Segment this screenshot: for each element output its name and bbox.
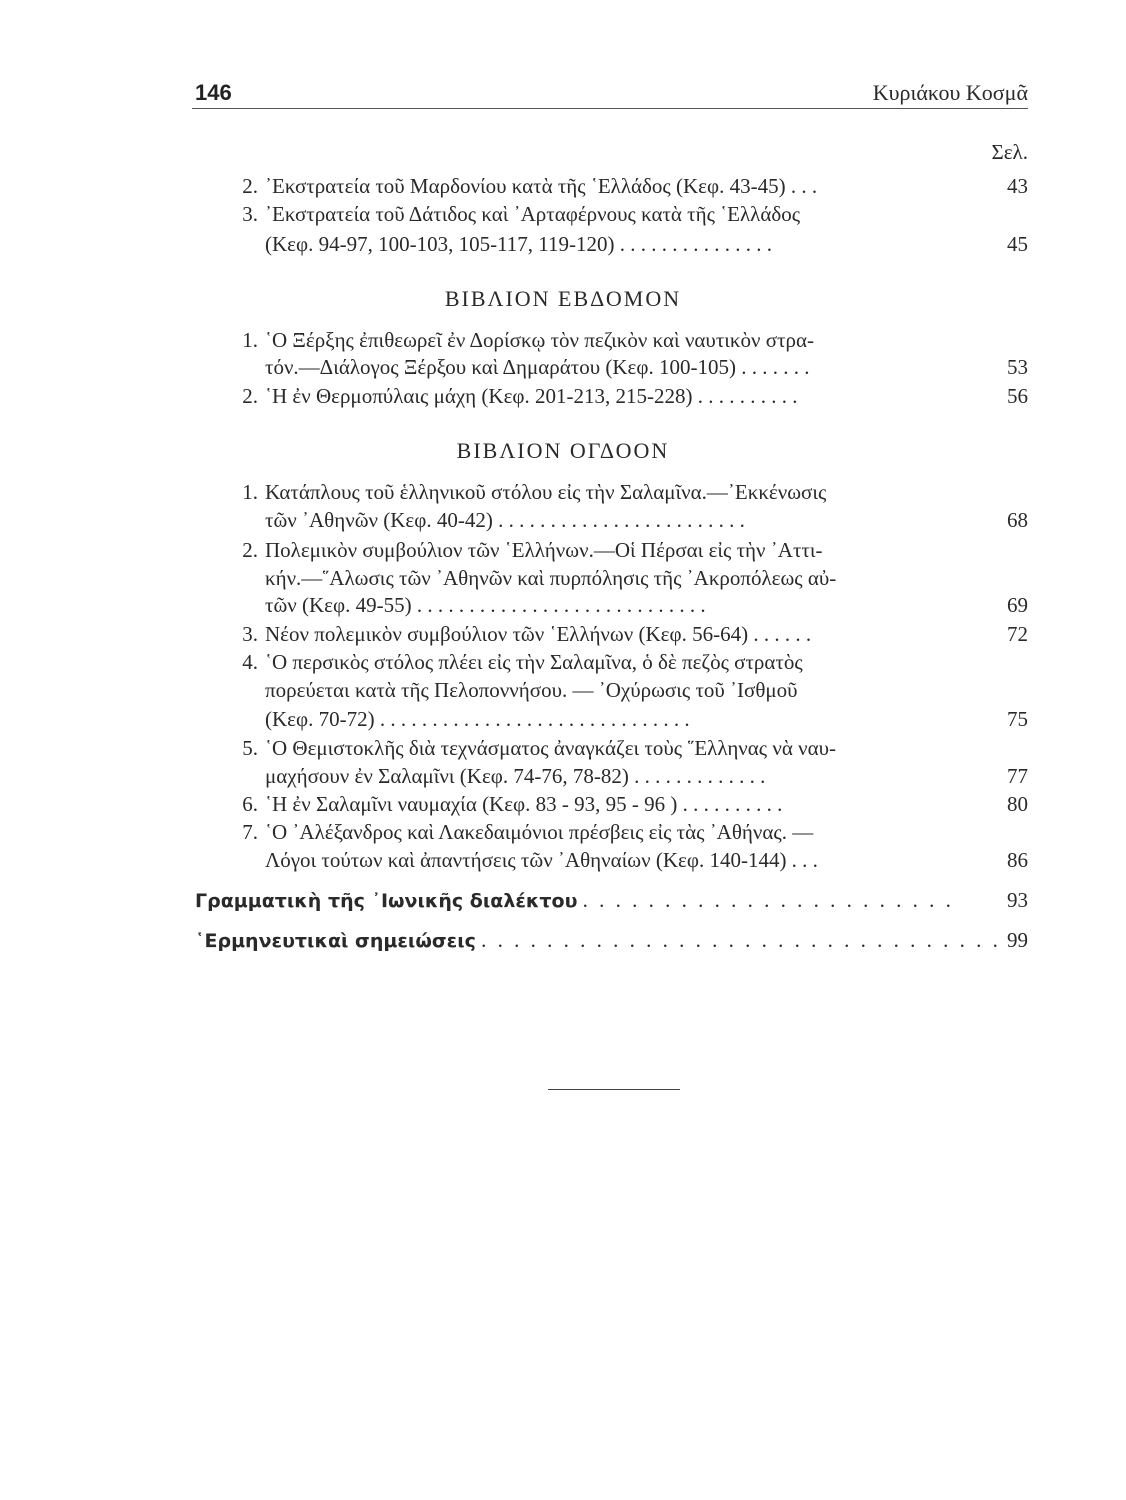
toc-entry-line: Λόγοι τούτων καὶ ἀπαντήσεις τῶν ᾿Αθηναίων (Κεφ. 140-144) . . . bbox=[265, 848, 818, 872]
toc-entry-line: Κατάπλους τοῦ ἑλληνικοῦ στόλου εἰς τὴν Σαλαμῖνα.—᾿Εκκένωσις bbox=[265, 480, 827, 504]
toc-entry-number: 1. bbox=[242, 480, 258, 504]
toc-entry-page: 45 bbox=[1007, 232, 1028, 256]
toc-entry-line: (Κεφ. 94-97, 100-103, 105-117, 119-120) . . . . . . . . . . . . . . . bbox=[265, 232, 773, 256]
toc-entry-line: ᾿Εκστρατεία τοῦ Μαρδονίου κατὰ τῆς ῾Ελλάδος (Κεφ. 43-45) . . . bbox=[265, 174, 818, 198]
appendix-page: 93 bbox=[1007, 888, 1028, 912]
toc-entry-number: 7. bbox=[242, 820, 258, 844]
toc-entry-number: 2. bbox=[242, 174, 258, 198]
toc-entry-line: ῾Ο Ξέρξης ἐπιθεωρεῖ ἐν Δορίσκῳ τὸν πεζικὸν καὶ ναυτικὸν στρα- bbox=[265, 328, 814, 352]
toc-entry-line: ῾Η ἐν Σαλαμῖνι ναυμαχία (Κεφ. 83 - 93, 95 - 96 ) . . . . . . . . . . bbox=[265, 792, 783, 816]
toc-entry-line: τῶν ᾿Αθηνῶν (Κεφ. 40-42) . . . . . . . . . . . . . . . . . . . . . . . . bbox=[265, 508, 745, 532]
toc-entry-line: ᾿Εκστρατεία τοῦ Δάτιδος καὶ ᾿Αρταφέρνους κατὰ τῆς ῾Ελλάδος bbox=[265, 202, 801, 226]
toc-entry-line: μαχήσουν ἐν Σαλαμῖνι (Κεφ. 74-76, 78-82) . . . . . . . . . . . . . bbox=[265, 764, 766, 788]
toc-entry-page: 86 bbox=[1007, 848, 1028, 872]
end-rule bbox=[548, 1089, 680, 1090]
section-heading-book8: ΒΙΒΛΙΟΝ ΟΓΔΟΟΝ bbox=[456, 438, 670, 463]
toc-entry-number: 4. bbox=[242, 650, 258, 674]
running-head-author: Κυριάκου Κοσμᾶ bbox=[872, 80, 1028, 105]
appendix-entry bbox=[195, 886, 954, 915]
toc-entry-line: Πολεμικὸν συμβούλιον τῶν ῾Ελλήνων.—Οἱ Πέρσαι εἰς τὴν ᾿Αττι- bbox=[265, 538, 823, 562]
leader-dots: . . . . . . . . . . . . . . . . . . . . . . . . . . . . . . . . bbox=[481, 928, 1001, 952]
toc-entry-line: ῾Ο περσικὸς στόλος πλέει εἰς τὴν Σαλαμῖνα, ὁ δὲ πεζὸς στρατὸς bbox=[265, 650, 803, 674]
toc-entry-page: 77 bbox=[1007, 764, 1028, 788]
toc-entry-page: 72 bbox=[1007, 622, 1028, 646]
toc-entry-page: 80 bbox=[1007, 792, 1028, 816]
toc-entry-line: ῾Ο Θεμιστοκλῆς διὰ τεχνάσματος ἀναγκάζει τοὺς ῞Ελληνας νὰ ναυ- bbox=[265, 736, 837, 760]
toc-entry-page: 43 bbox=[1007, 174, 1028, 198]
toc-entry-line: (Κεφ. 70-72) . . . . . . . . . . . . . . . . . . . . . . . . . . . . . . bbox=[265, 707, 690, 731]
toc-entry-line: κήν.—῞Αλωσις τῶν ᾿Αθηνῶν καὶ πυρπόλησις τῆς ᾿Ακροπόλεως αὐ- bbox=[265, 566, 837, 590]
toc-entry-number: 5. bbox=[242, 736, 258, 760]
section-heading-book7: ΒΙΒΛΙΟΝ ΕΒΔΟΜΟΝ bbox=[444, 286, 682, 311]
toc-entry-page: 75 bbox=[1007, 707, 1028, 731]
page-column-label: Σελ. bbox=[991, 140, 1028, 164]
toc-entry-line: τῶν (Κεφ. 49-55) . . . . . . . . . . . . . . . . . . . . . . . . . . . . bbox=[265, 593, 706, 617]
toc-entry-number: 6. bbox=[242, 792, 258, 816]
page-number: 146 bbox=[195, 80, 232, 105]
toc-entry-line: Νέον πολεμικὸν συμβούλιον τῶν ῾Ελλήνων (Κεφ. 56-64) . . . . . . bbox=[265, 622, 812, 646]
toc-entry-number: 3. bbox=[242, 622, 258, 646]
appendix-page: 99 bbox=[1007, 928, 1028, 952]
appendix-entry bbox=[195, 926, 1001, 955]
toc-entry-line: τόν.—Διάλογος Ξέρξου καὶ Δημαράτου (Κεφ. 100-105) . . . . . . . bbox=[265, 355, 810, 379]
header-rule bbox=[192, 108, 1028, 109]
toc-entry-page: 53 bbox=[1007, 355, 1028, 379]
toc-entry-number: 3. bbox=[242, 202, 258, 226]
toc-entry-number: 2. bbox=[242, 538, 258, 562]
toc-entry-number: 1. bbox=[242, 328, 258, 352]
toc-entry-page: 56 bbox=[1007, 384, 1028, 408]
toc-entry-number: 2. bbox=[242, 384, 258, 408]
appendix-title: Γραμματικὴ τῆς ᾿Ιωνικῆς διαλέκτου bbox=[195, 890, 578, 912]
leader-dots: . . . . . . . . . . . . . . . . . . . . . . . bbox=[582, 888, 954, 912]
toc-entry-page: 69 bbox=[1007, 593, 1028, 617]
appendix-title: ῾Ερμηνευτικαὶ σημειώσεις bbox=[195, 930, 476, 952]
toc-entry-line: ῾Η ἐν Θερμοπύλαις μάχη (Κεφ. 201-213, 215-228) . . . . . . . . . . bbox=[265, 384, 798, 408]
toc-entry-page: 68 bbox=[1007, 508, 1028, 532]
toc-entry-line: πορεύεται κατὰ τῆς Πελοποννήσου. — ᾿Οχύρωσις τοῦ ᾿Ισθμοῦ bbox=[265, 678, 798, 702]
toc-entry-line: ῾Ο ᾿Αλέξανδρος καὶ Λακεδαιμόνιοι πρέσβεις εἰς τὰς ᾿Αθήνας. — bbox=[265, 820, 814, 844]
